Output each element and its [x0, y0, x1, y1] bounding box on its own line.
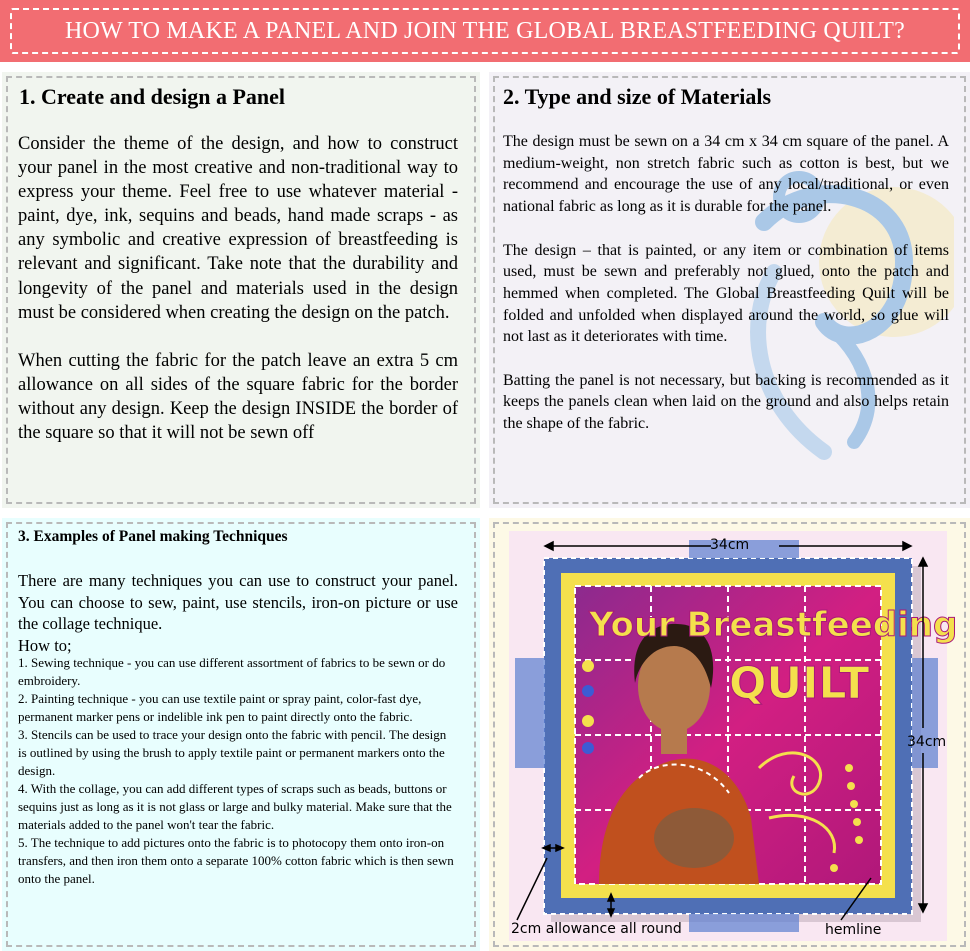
section-body	[503, 131, 949, 435]
allowance-label: 2cm allowance all round	[511, 921, 682, 937]
list-item: 1. Sewing technique - you can use different assortment of fabrics to be sewn or do embroidery.	[18, 655, 446, 688]
height-label: 34cm	[907, 734, 947, 750]
section-heading: 1. Create and design a Panel	[19, 84, 286, 109]
bottom-patch	[689, 914, 799, 932]
paragraph: Batting the panel is not necessary, but backing is recommended as it keeps the panels clean when laid on the ground and also helps retain the shape of the fabric.	[503, 371, 949, 433]
paragraph: The design must be sewn on a 34 cm x 34 cm square of the panel. A medium-weight, non stretch fabric such as cotton is best, but we recommend and encourage the use of any local/traditional, or even national fabric as long as it is durable for the panel.	[503, 133, 949, 216]
paragraph: When cutting the fabric for the patch leave an extra 5 cm allowance on all sides of the square fabric for the border without any design. Keep the design INSIDE the border of the square so that it will not be sewn off	[18, 350, 458, 444]
howto-label: How to;	[18, 635, 72, 655]
quilt-illustration	[489, 518, 970, 951]
section-panel-techniques	[2, 518, 480, 951]
side-patch	[515, 658, 545, 768]
section-type-size-materials	[489, 72, 970, 508]
section-intro	[18, 570, 458, 656]
list-item: 3. Stencils can be used to trace your design onto the fabric with pencil. The design is outlined by using the brush to apply textile paint or permanent markers onto the design.	[18, 727, 447, 778]
intro-text: There are many techniques you can use to construct your panel. You can choose to sew, paint, use stencils, iron-on picture or use the collage technique.	[18, 571, 458, 633]
quilt-title-line1: Your Breastfeeding	[589, 605, 958, 645]
section-body	[18, 132, 458, 445]
width-label: 34cm	[710, 537, 750, 553]
section-heading: 3. Examples of Panel making Techniques	[18, 528, 288, 545]
page-banner	[0, 0, 970, 62]
page-title: HOW TO MAKE A PANEL AND JOIN THE GLOBAL BREASTFEEDING QUILT?	[64, 17, 905, 44]
technique-list	[18, 654, 458, 888]
side-patch	[912, 658, 938, 768]
list-item: 5. The technique to add pictures onto the fabric is to photocopy them onto iron-on transfers, and then iron them onto a separate 100% cotton fabric which is then sewn onto the panel.	[18, 835, 454, 886]
paragraph: Consider the theme of the design, and how to construct your panel in the most creative and non-traditional way to express your theme. Feel free to use whatever material - paint, dye, ink, sequins and beads, hand made scraps - as any symbolic and creative expression of breastfeeding is relevant and significant. Take note that the durability and longevity of the panel and materials used in the design must be considered when creating the design on the patch.	[18, 134, 458, 323]
section-heading: 2. Type and size of Materials	[503, 84, 772, 109]
quilt-title-line2: QUILT	[729, 658, 870, 709]
paragraph: The design – that is painted, or any item or combination of items used, must be sewn and preferably not glued, onto the patch and hemmed when completed. The Global Breastfeeding Quilt will be folded and unfolded when displayed around the world, so glue will not last as it deteriorates with time.	[503, 241, 949, 346]
section-create-design-panel	[2, 72, 480, 508]
quilt-illustration-panel	[489, 518, 970, 951]
list-item: 2. Painting technique - you can use textile paint or spray paint, color-fast dye, permanent marker pens or indelible ink pen to paint directly onto the fabric.	[18, 691, 422, 724]
hemline-label: hemline	[825, 922, 882, 938]
list-item: 4. With the collage, you can add different types of scraps such as beads, buttons or sequins just as long as it is not glass or large and bulky material. Make sure that the materials added to the panel won't tear the fabric.	[18, 781, 452, 832]
